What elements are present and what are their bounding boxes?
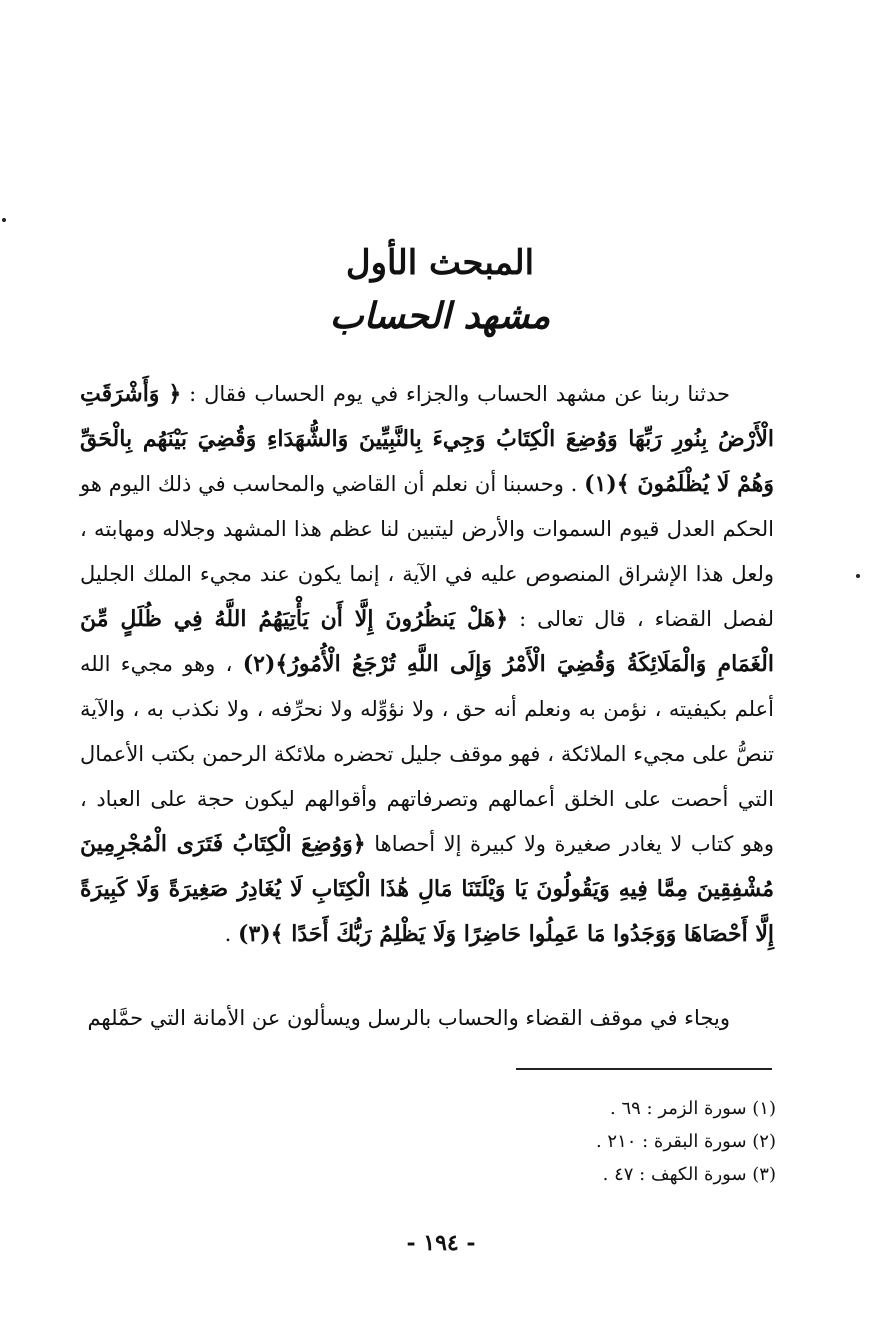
paragraph-intro: حدثنا ربنا عن مشهد الحساب والجزاء في يوم الحساب فقال : — [189, 382, 730, 406]
paragraph-end: . — [224, 922, 232, 946]
closing-line: ويجاء في موقف القضاء والحساب بالرسل ويسألون عن الأمانة التي حمَّلهم — [87, 1006, 730, 1030]
footnote-2: (٢) سورة البقرة : ٢١٠ . — [595, 1131, 776, 1152]
footnote-1: (١) سورة الزمر : ٦٩ . — [610, 1098, 776, 1119]
paragraph-middle-2: ، وهو مجيء الله أعلم بكيفيته ، نؤمن به ونعلم أنه حق ، ولا نؤوِّله ولا نحرِّفه ، ولا نكذب به ، والآية تنصُّ على مجيء الملائكة ، فهو موقف جليل تحضره ملائكة الرحمن بكتب الأعمال التي أحصت على الخلق أعمالهم وتصرفاتهم وأقوالهم ليكون حجة على العباد ، وهو كتاب لا يغادر صغيرة ولا كبيرة إلا أحصاها — [80, 652, 774, 856]
quran-verse-2: ﴿هَلْ يَنظُرُونَ إِلَّا أَن يَأْتِيَهُمُ اللَّهُ فِي ظُلَلٍ مِّنَ الْغَمَامِ وَالْمَلَائِكَةُ وَقُضِيَ الْأَمْرُ وَإِلَى اللَّهِ تُرْجَعُ الْأُمُورُ﴾(٢) — [80, 606, 774, 677]
footnotes — [480, 1092, 776, 1191]
main-paragraph — [80, 372, 774, 957]
paragraph-text — [80, 372, 774, 957]
section-title: مشهد الحساب — [329, 295, 551, 337]
quran-verse-1: ﴿ وَأَشْرَقَتِ الْأَرْضُ بِنُورِ رَبِّهَا وَوُضِعَ الْكِتَابُ وَجِيءَ بِالنَّبِيِّينَ وَالشُّهَدَاءِ وَقُضِيَ بَيْنَهُم بِالْحَقِّ وَهُمْ لَا يُظْلَمُونَ ﴾(١) — [80, 381, 774, 497]
heading-block — [200, 238, 680, 344]
quran-verse-3: ﴿وَوُضِعَ الْكِتَابُ فَتَرَى الْمُجْرِمِينَ مُشْفِقِينَ مِمَّا فِيهِ وَيَقُولُونَ يَا وَيْلَتَنَا مَالِ هَٰذَا الْكِتَابِ لَا يُغَادِرُ صَغِيرَةً وَلَا كَبِيرَةً إِلَّا أَحْصَاهَا وَوَجَدُوا مَا عَمِلُوا حَاضِرًا وَلَا يَظْلِمُ رَبُّكَ أَحَدًا ﴾(٣) — [80, 831, 774, 947]
footnote-divider — [516, 1068, 772, 1070]
chapter-title: المبحث الأول — [345, 243, 535, 283]
page-number: - ١٩٤ - — [406, 1230, 476, 1256]
margin-dot-right — [856, 574, 860, 578]
margin-dot-left — [2, 218, 6, 222]
paragraph-middle-1: . وحسبنا أن نعلم أن القاضي والمحاسب في ذلك اليوم هو الحكم العدل قيوم السموات والأرض ليتبين لنا عظم هذا المشهد وجلاله ومهابته ، ولعل هذا الإشراق المنصوص عليه في الآية ، إنما يكون عند مجيء الملك الجليل لفصل القضاء ، قال تعالى : — [80, 472, 774, 631]
footnote-3: (٣) سورة الكهف : ٤٧ . — [602, 1164, 776, 1185]
